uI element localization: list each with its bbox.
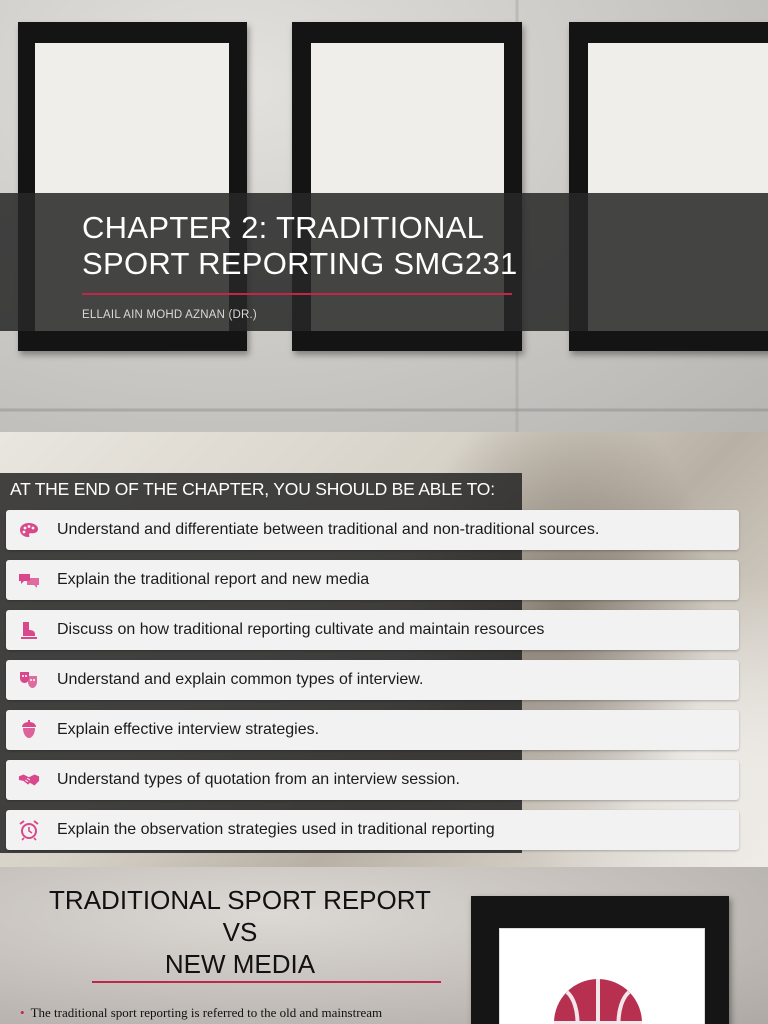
theater-masks-icon — [18, 669, 40, 691]
objective-text: Understand types of quotation from an interview session. — [57, 771, 460, 788]
bullet-point — [20, 1005, 460, 1021]
objective-item — [6, 610, 739, 650]
bullet-text: The traditional sport reporting is referred to the old and mainstream — [30, 1005, 383, 1020]
comparison-title-line1: TRADITIONAL SPORT REPORT — [49, 885, 431, 915]
title-divider — [92, 981, 441, 983]
objective-text: Understand and explain common types of interview. — [57, 671, 424, 688]
objective-item — [6, 760, 739, 800]
title-slide — [0, 0, 768, 432]
comparison-title-line3: NEW MEDIA — [164, 949, 316, 979]
acorn-icon — [18, 719, 40, 741]
objective-text: Discuss on how traditional reporting cultivate and maintain resources — [57, 621, 545, 638]
slide-title-line2: SPORT REPORTING SMG231 — [82, 246, 518, 281]
chat-bubbles-icon — [18, 569, 40, 591]
picture-frame — [471, 896, 729, 1024]
objective-text: Understand and differentiate between traditional and non-traditional sources. — [57, 521, 600, 538]
slide-title — [82, 210, 522, 282]
objective-item — [6, 560, 739, 600]
author-name: ELLAIL AIN MOHD AZNAN (DR.) — [82, 309, 257, 321]
comparison-slide — [0, 867, 768, 1024]
objectives-slide — [0, 432, 768, 867]
objective-item — [6, 710, 739, 750]
objective-text: Explain effective interview strategies. — [57, 721, 320, 738]
comparison-title-line2: VS — [222, 917, 258, 947]
objectives-list — [6, 510, 739, 860]
objective-item — [6, 510, 739, 550]
palette-icon — [18, 519, 40, 541]
handshake-icon — [18, 769, 40, 791]
slide-title-line1: CHAPTER 2: TRADITIONAL — [82, 210, 485, 245]
objective-item — [6, 660, 739, 700]
objective-text: Explain the observation strategies used in traditional reporting — [57, 821, 495, 838]
objectives-heading: AT THE END OF THE CHAPTER, YOU SHOULD BE ABLE TO: — [10, 479, 495, 499]
objective-item — [6, 810, 739, 850]
skate-icon — [18, 619, 40, 641]
title-divider — [82, 293, 512, 295]
comparison-title — [30, 884, 450, 980]
basketball-icon — [553, 978, 643, 1024]
bullet-dot: • — [20, 1005, 25, 1020]
alarm-clock-icon — [18, 819, 40, 841]
objective-text: Explain the traditional report and new media — [57, 571, 370, 588]
